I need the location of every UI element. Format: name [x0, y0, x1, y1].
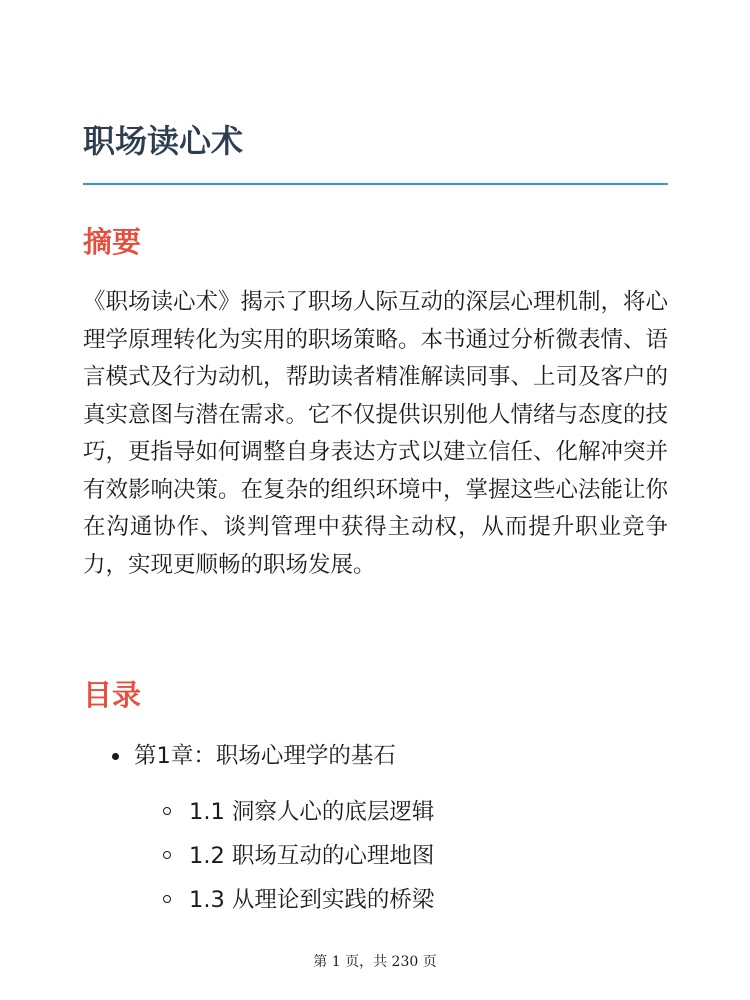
abstract-heading: 摘要 — [83, 225, 142, 259]
toc-section-label: 1.3 从理论到实践的桥梁 — [189, 887, 435, 913]
book-title: 职场读心术 — [83, 122, 244, 160]
page-number-footer: 第 1 页，共 230 页 — [313, 954, 437, 970]
toc-chapter-list — [83, 734, 396, 778]
toc-section-item — [83, 878, 434, 922]
toc-section-label: 1.1 洞察人心的底层逻辑 — [189, 799, 435, 825]
toc-section-item — [83, 790, 434, 834]
bullet-circle-icon — [163, 895, 171, 903]
toc-section-list — [83, 790, 434, 922]
bullet-circle-icon — [163, 807, 171, 815]
bullet-disc-icon — [112, 753, 119, 760]
abstract-text: 《职场读心术》揭示了职场人际互动的深层心理机制，将心理学原理转化为实用的职场策略。本书通过分析微表情、语言模式及行为动机，帮助读者精准解读同事、上司及客户的真实意图与潜在需求。它不仅提供识别他人情绪与态度的技巧，更指导如何调整自身表达方式以建立信任、化解冲突并有效影响决策。在复杂的组织环境中，掌握这些心法能让你在沟通协作、谈判管理中获得主动权，从而提升职业竞争力，实现更顺畅的职场发展。 — [83, 289, 669, 578]
bullet-circle-icon — [163, 851, 171, 859]
title-divider — [83, 183, 668, 185]
toc-chapter-label: 第1章：职场心理学的基石 — [134, 743, 396, 769]
toc-heading: 目录 — [83, 678, 142, 712]
toc-section-item — [83, 834, 434, 878]
toc-chapter-item — [83, 734, 396, 778]
toc-section-label: 1.2 职场互动的心理地图 — [189, 843, 435, 869]
